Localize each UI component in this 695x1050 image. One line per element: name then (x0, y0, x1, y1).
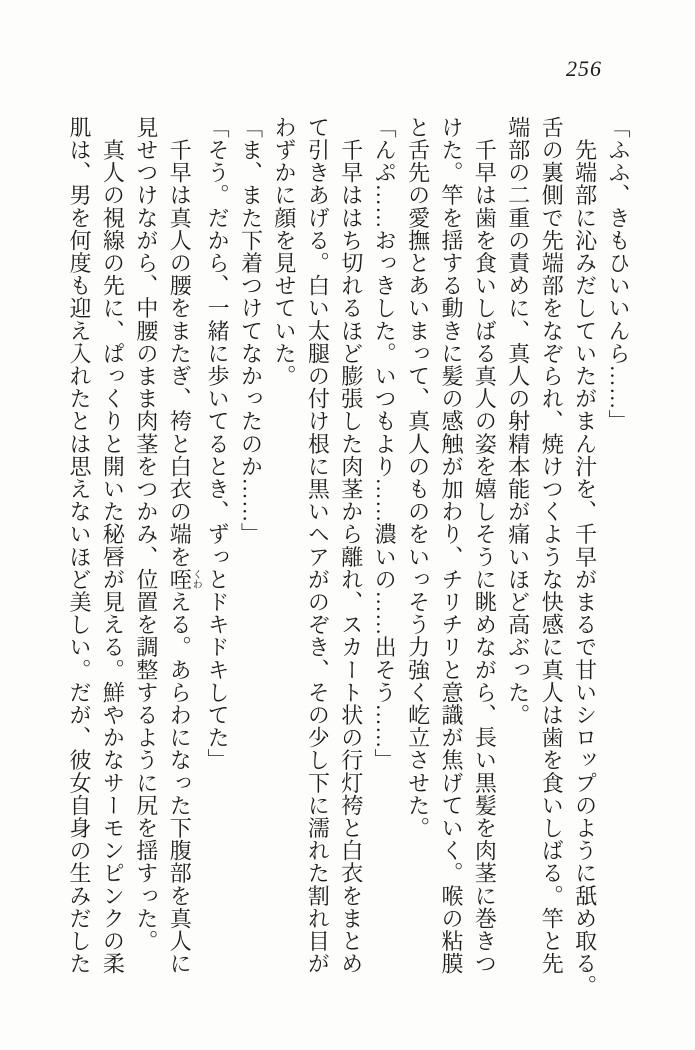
text-line-narration: わずかに顔を見せていた。 (271, 116, 297, 388)
text-line-narration: て引きあげる。白い太腿の付け根に黒いヘアがのぞき、その少し下に濡れた割れ目が (305, 116, 331, 975)
text-before-ruby: 千早は真人の腰をまたぎ、袴と白衣の端を (167, 116, 193, 568)
text-line-narration: 舌の裏側で先端部をなぞられ、焼けつくような快感に真人は歯を食いしばる。竿と先 (539, 116, 565, 975)
ruby-base: 咥 (167, 568, 193, 591)
text-line-narration: 見せつけながら、中腰のまま肉茎をつかみ、位置を調整するように尻を揺すった。 (133, 116, 159, 953)
text-line-narration: 端部の二重の責めに、真人の射精本能が痛いほど高ぶった。 (505, 116, 531, 727)
text-line-narration: 先端部に沁みだしていたがまん汁を、千早がまるで甘いシロップのように舐め取る。 (572, 116, 598, 998)
text-line-dialogue: 「そう。だから、一緒に歩いてるとき、ずっとドキドキしてた」 (205, 116, 231, 772)
text-line-dialogue: 「ふふ、きもひいいんら……」 (606, 116, 631, 433)
furigana: くわ (190, 568, 202, 591)
text-line-narration: 千早は歯を食いしばる真人の姿を嬉しそうに眺めながら、長い黒髪を肉茎に巻きつ (472, 116, 498, 975)
text-line-narration: けた。竿を揺する動きに髪の感触が加わり、チリチリと意識が焦げていく。喉の粘膜 (438, 116, 464, 975)
text-line-narration: と舌先の愛撫とあいまって、真人のものをいっそう力強く屹立させた。 (405, 116, 431, 840)
text-line-dialogue: 「んぷ……おっきした。いつもより……濃いの……出そう……」 (372, 116, 398, 772)
page-number: 256 (566, 56, 602, 81)
text-after-ruby: える。あらわになった下腹部を真人に (167, 590, 193, 975)
text-line-narration-with-ruby (163, 116, 201, 1000)
text-block (63, 116, 635, 1000)
ruby-word (167, 568, 202, 591)
text-line-narration: 肌は、男を何度も迎え入れたとは思えないほど美しい。だが、彼女自身の生みだした (67, 116, 92, 975)
text-line-narration: 真人の視線の先に、ぱっくりと開いた秘唇が見える。鮮やかなサーモンピンクの柔 (100, 116, 126, 975)
text-line-dialogue: 「ま、また下着つけてなかったのか……」 (238, 116, 264, 546)
text-line-narration: 千早ははち切れるほど膨張した肉茎から離れ、スカート状の行灯袴と白衣をまとめ (338, 116, 364, 975)
